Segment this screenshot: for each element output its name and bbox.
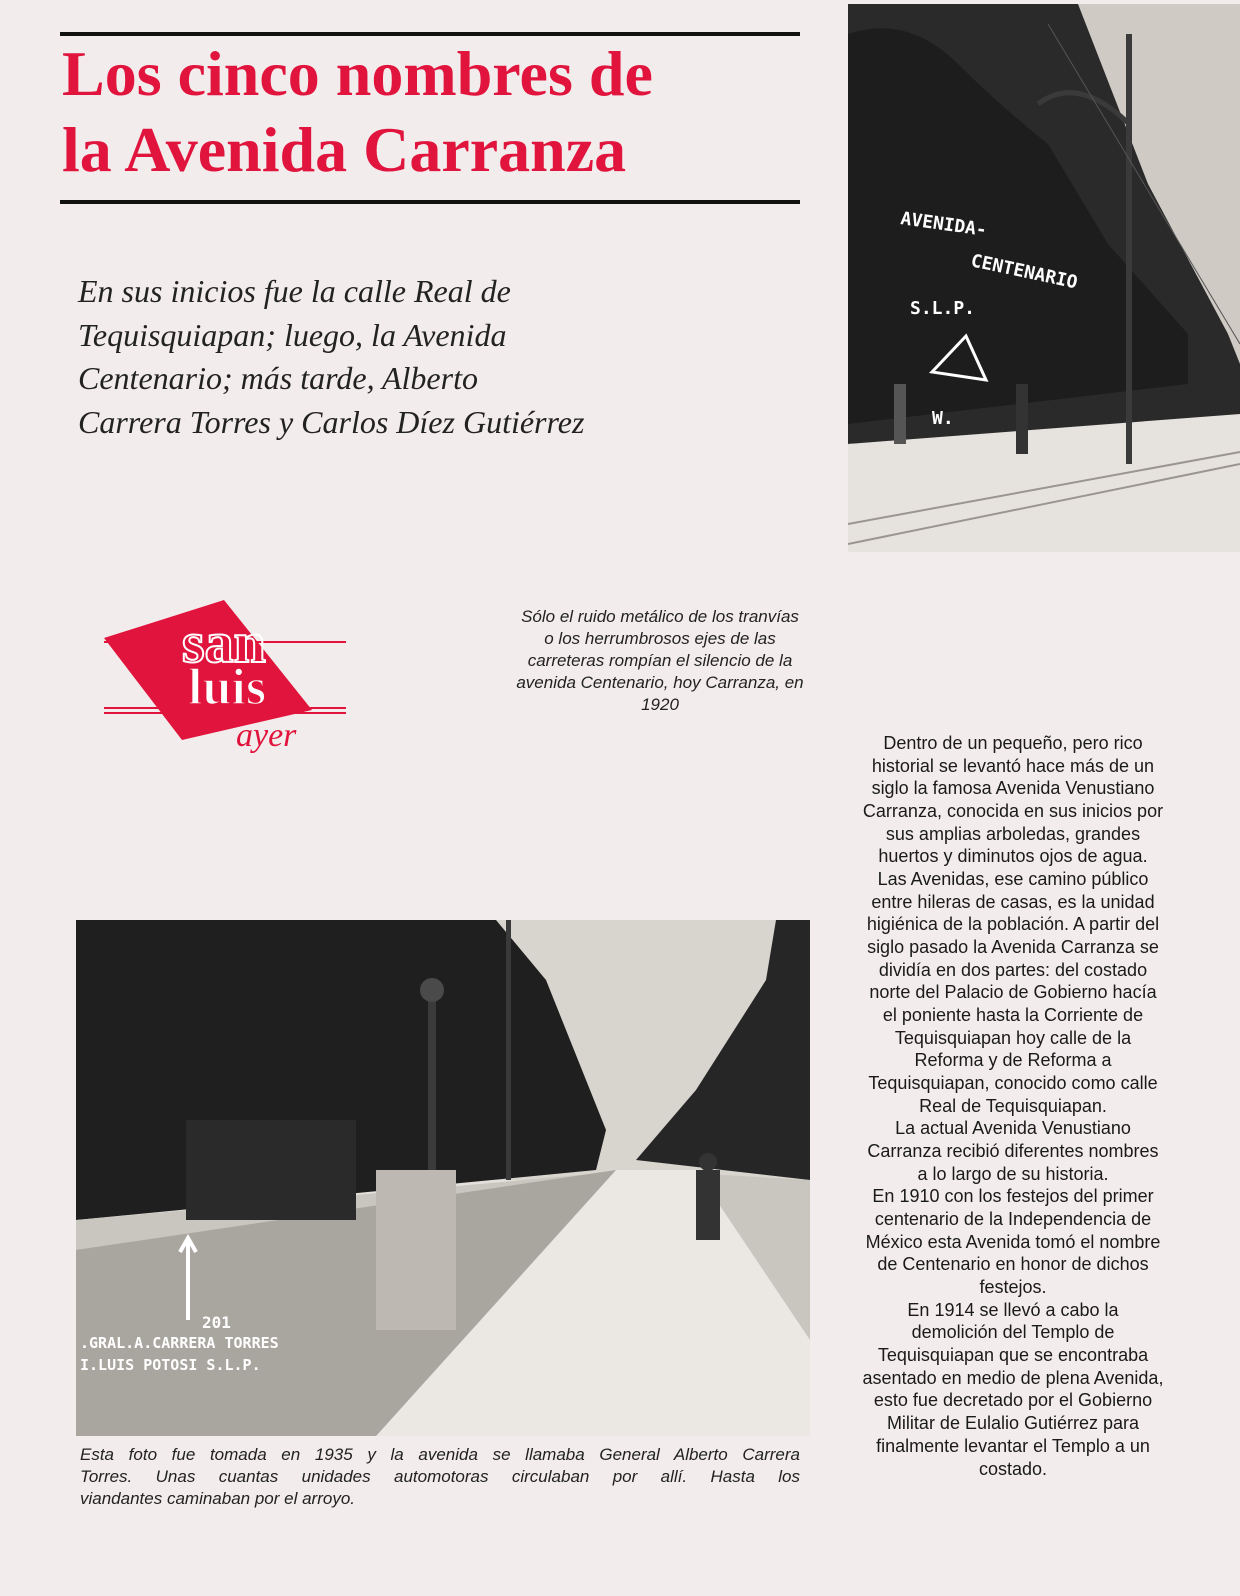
article-line: Carranza, conocida en sus inicios por xyxy=(862,801,1164,822)
article-line: festejos. xyxy=(979,1277,1047,1298)
article-body xyxy=(838,732,1188,1480)
article-title xyxy=(62,36,822,187)
caption-line: 1920 xyxy=(641,695,679,715)
article-line: costado. xyxy=(978,1458,1048,1479)
subtitle-line: En sus inicios fue la calle Real de xyxy=(78,273,511,309)
article-line: dividía en dos partes: del costado xyxy=(878,959,1148,980)
article-line: siglo la famosa Avenida Venustiano xyxy=(871,778,1155,799)
article-line: Reforma y de Reforma a xyxy=(914,1050,1112,1071)
photo-overlay-handwriting xyxy=(848,4,1240,552)
article-line: Tequisquiapan, conocido como calle xyxy=(868,1073,1158,1094)
caption-line: Esta foto fue tomada en 1935 y la avenida se llamaba General Alberto Carrera xyxy=(80,1445,800,1464)
article-line: siglo pasado la Avenida Carranza se xyxy=(867,937,1159,958)
title-line: la Avenida Carranza xyxy=(62,113,627,185)
logo-line: san xyxy=(182,610,266,675)
article-line: Dentro de un pequeño, pero rico xyxy=(883,733,1143,753)
article-line: huertos y diminutos ojos de agua. xyxy=(878,846,1148,867)
caption-line: Torres. Unas cuantas unidades automotoras circulaban por allí. Hasta los xyxy=(80,1466,800,1486)
article-line: de Centenario en honor de dichos xyxy=(877,1254,1149,1275)
photo-avenida-centenario xyxy=(848,4,1240,552)
san-luis-ayer-logo xyxy=(104,600,354,770)
overlay-line: W. xyxy=(932,408,954,429)
monogram-mark xyxy=(932,336,986,380)
article-line: Militar de Eulalio Gutiérrez para xyxy=(886,1413,1140,1434)
article-line: higiénica de la población. A partir del xyxy=(866,914,1160,935)
arrow-up-icon xyxy=(180,1238,196,1320)
caption-line: Sólo el ruido metálico de los tranvías xyxy=(521,607,799,626)
article-line: Las Avenidas, ese camino público xyxy=(877,869,1149,890)
article-line: asentado en medio de plena Avenida, xyxy=(862,1367,1164,1388)
article-line: entre hileras de casas, es la unidad xyxy=(871,891,1155,912)
caption-line: carreteras rompían el silencio de la xyxy=(527,651,793,671)
article-line: norte del Palacio de Gobierno hacía xyxy=(869,982,1157,1003)
article-line: demolición del Templo de xyxy=(911,1322,1115,1343)
article-line: En 1914 se llevó a cabo la xyxy=(907,1299,1119,1320)
caption-line: avenida Centenario, hoy Carranza, en xyxy=(516,673,804,693)
photo-caption-bottom xyxy=(80,1444,800,1509)
title-bottom-rule xyxy=(60,200,800,204)
logo-line: luis xyxy=(188,659,267,716)
article-line: esto fue decretado por el Gobierno xyxy=(873,1390,1153,1411)
subtitle xyxy=(78,270,738,444)
san-luis-ayer-logo-art xyxy=(104,600,354,770)
article-line: La actual Avenida Venustiano xyxy=(895,1118,1131,1139)
photo-avenida-carrera-torres xyxy=(76,920,810,1436)
title-line: Los cinco nombres de xyxy=(62,38,653,109)
article-line: Tequisquiapan hoy calle de la xyxy=(894,1027,1132,1048)
subtitle-line: Carrera Torres y Carlos Díez Gutiérrez xyxy=(78,403,585,440)
article-line: el poniente hasta la Corriente de xyxy=(882,1005,1144,1026)
subtitle-line: Centenario; más tarde, Alberto xyxy=(78,360,478,397)
photo-overlay-inscription xyxy=(76,920,810,1436)
overlay-line: S.L.P. xyxy=(910,298,976,319)
article-line: historial se levantó hace más de un xyxy=(871,755,1155,776)
caption-line: o los herrumbrosos ejes de las xyxy=(544,629,776,649)
overlay-line: CENTENARIO xyxy=(968,250,1080,294)
article-line: finalmente levantar el Templo a un xyxy=(876,1435,1150,1456)
overlay-line: .GRAL.A.CARRERA TORRES xyxy=(80,1334,279,1352)
article-line: centenario de la Independencia de xyxy=(874,1209,1152,1230)
article-line: Carranza recibió diferentes nombres xyxy=(867,1141,1159,1162)
article-line: En 1910 con los festejos del primer xyxy=(872,1186,1154,1207)
subtitle-line: Tequisquiapan; luego, la Avenida xyxy=(78,316,507,353)
article-line: Tequisquiapan que se encontraba xyxy=(877,1345,1149,1366)
overlay-line: AVENIDA- xyxy=(899,208,989,242)
article-line: Real de Tequisquiapan. xyxy=(919,1095,1107,1116)
photo-caption-top xyxy=(470,606,850,716)
logo-line: ayer xyxy=(236,717,297,754)
article-line: a lo largo de su historia. xyxy=(917,1163,1109,1184)
article-line: México esta Avenida tomó el nombre xyxy=(865,1231,1161,1252)
overlay-line: I.LUIS POTOSI S.L.P. xyxy=(80,1356,261,1374)
article-line: sus amplias arboledas, grandes xyxy=(885,823,1141,844)
caption-line: viandantes caminaban por el arroyo. xyxy=(80,1488,355,1508)
overlay-line: 201 xyxy=(202,1313,231,1332)
